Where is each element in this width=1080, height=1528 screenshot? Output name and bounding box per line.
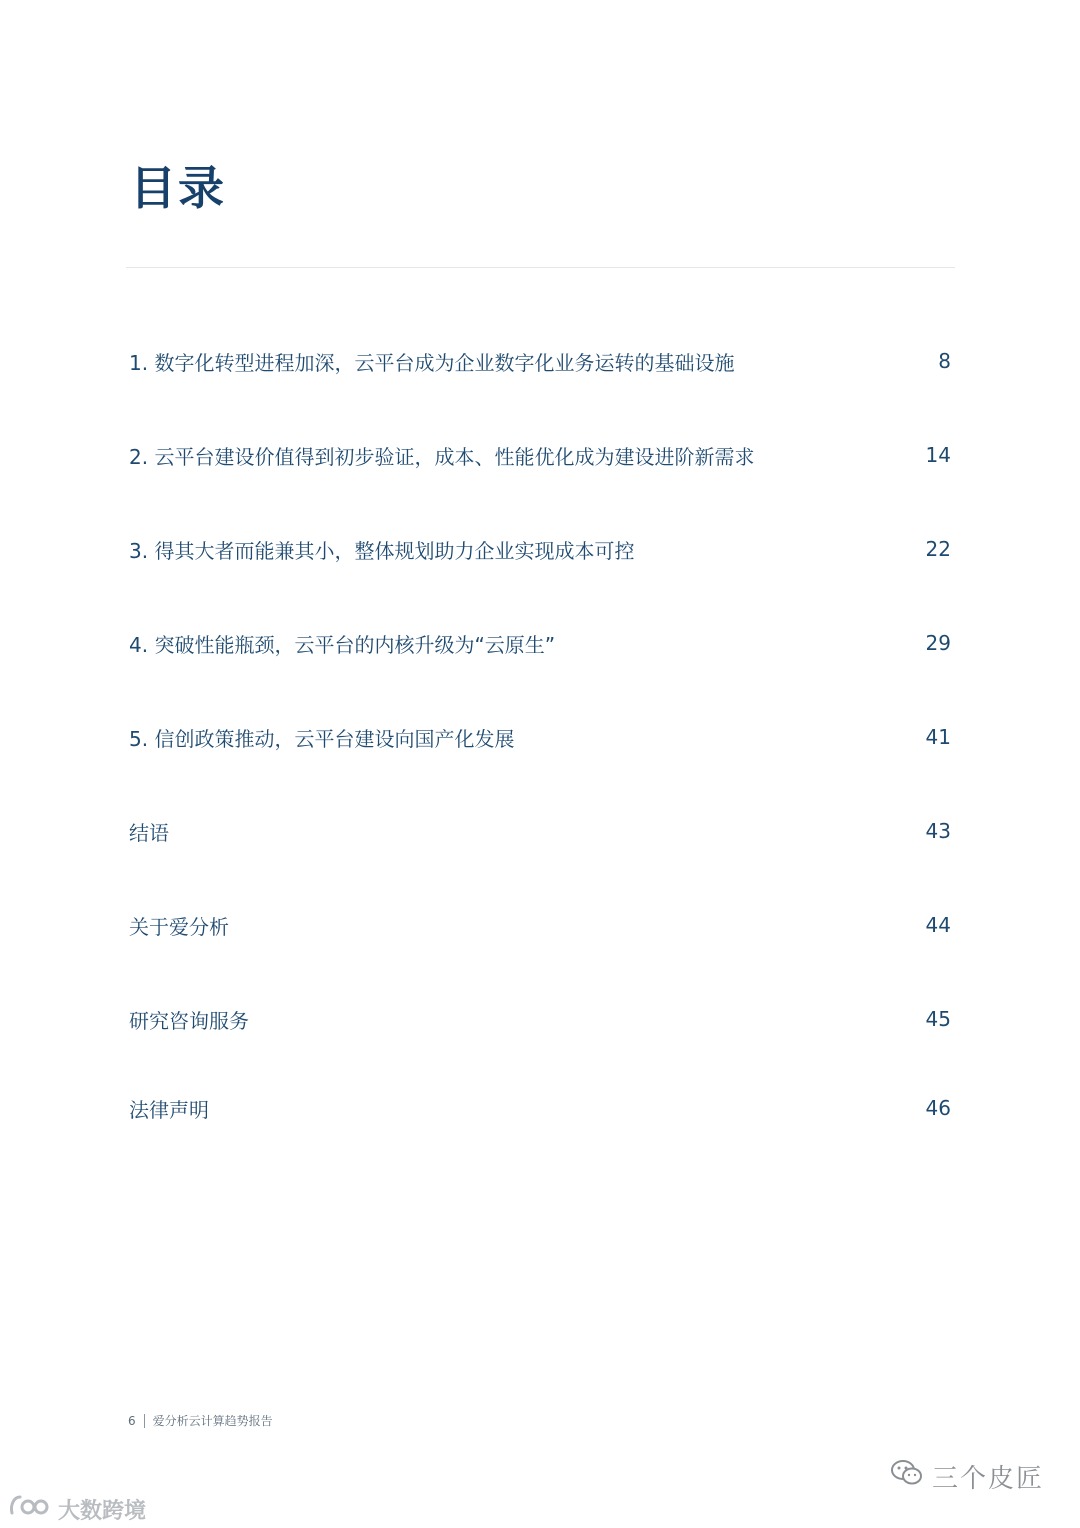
brand-logo-icon (8, 1493, 50, 1525)
toc-item-conclusion[interactable] (129, 805, 951, 857)
footer-report-name: 爱分析云计算趋势报告 (152, 1414, 273, 1428)
toc-item-4[interactable] (129, 617, 951, 669)
toc-item-1[interactable] (129, 335, 951, 387)
toc-item-page: 22 (925, 537, 951, 561)
title-divider (126, 267, 955, 268)
toc-item-2[interactable] (129, 429, 951, 481)
toc-item-page: 29 (925, 631, 951, 655)
footer-page-number: 6 (128, 1413, 136, 1428)
toc-item-label: 5. 信创政策推动，云平台建设向国产化发展 (129, 726, 515, 751)
toc-item-5[interactable] (129, 711, 951, 763)
toc-item-page: 44 (925, 913, 951, 937)
toc-item-label: 研究咨询服务 (129, 1008, 249, 1033)
toc-item-page: 45 (925, 1007, 951, 1031)
toc-item-label: 关于爱分析 (129, 914, 229, 939)
toc-item-page: 8 (938, 349, 951, 373)
watermark-left-text: 大数跨境 (58, 1498, 147, 1524)
watermark-left (8, 1493, 146, 1525)
toc-item-label: 1. 数字化转型进程加深，云平台成为企业数字化业务运转的基础设施 (129, 350, 735, 375)
toc-item-label: 法律声明 (129, 1097, 209, 1122)
toc-item-page: 46 (925, 1096, 951, 1120)
toc-item-page: 43 (925, 819, 951, 843)
page-title: 目录 (130, 161, 226, 215)
toc-item-services[interactable] (129, 993, 951, 1045)
toc-item-label: 3. 得其大者而能兼其小，整体规划助力企业实现成本可控 (129, 538, 635, 563)
watermark-right-text: 三个皮匠 (931, 1464, 1044, 1494)
toc-item-legal[interactable] (129, 1082, 951, 1134)
toc-item-page: 14 (925, 443, 951, 467)
footer-separator (144, 1414, 145, 1428)
wechat-icon (890, 1458, 924, 1495)
toc-item-label: 2. 云平台建设价值得到初步验证，成本、性能优化成为建设进阶新需求 (129, 444, 755, 469)
table-of-contents (129, 335, 951, 1176)
page-footer (128, 1412, 273, 1429)
toc-item-label: 4. 突破性能瓶颈，云平台的内核升级为“云原生” (129, 632, 556, 657)
toc-item-label: 结语 (129, 820, 169, 845)
toc-item-page: 41 (925, 725, 951, 749)
toc-item-3[interactable] (129, 523, 951, 575)
watermark-right (890, 1458, 1044, 1495)
toc-item-about[interactable] (129, 899, 951, 951)
